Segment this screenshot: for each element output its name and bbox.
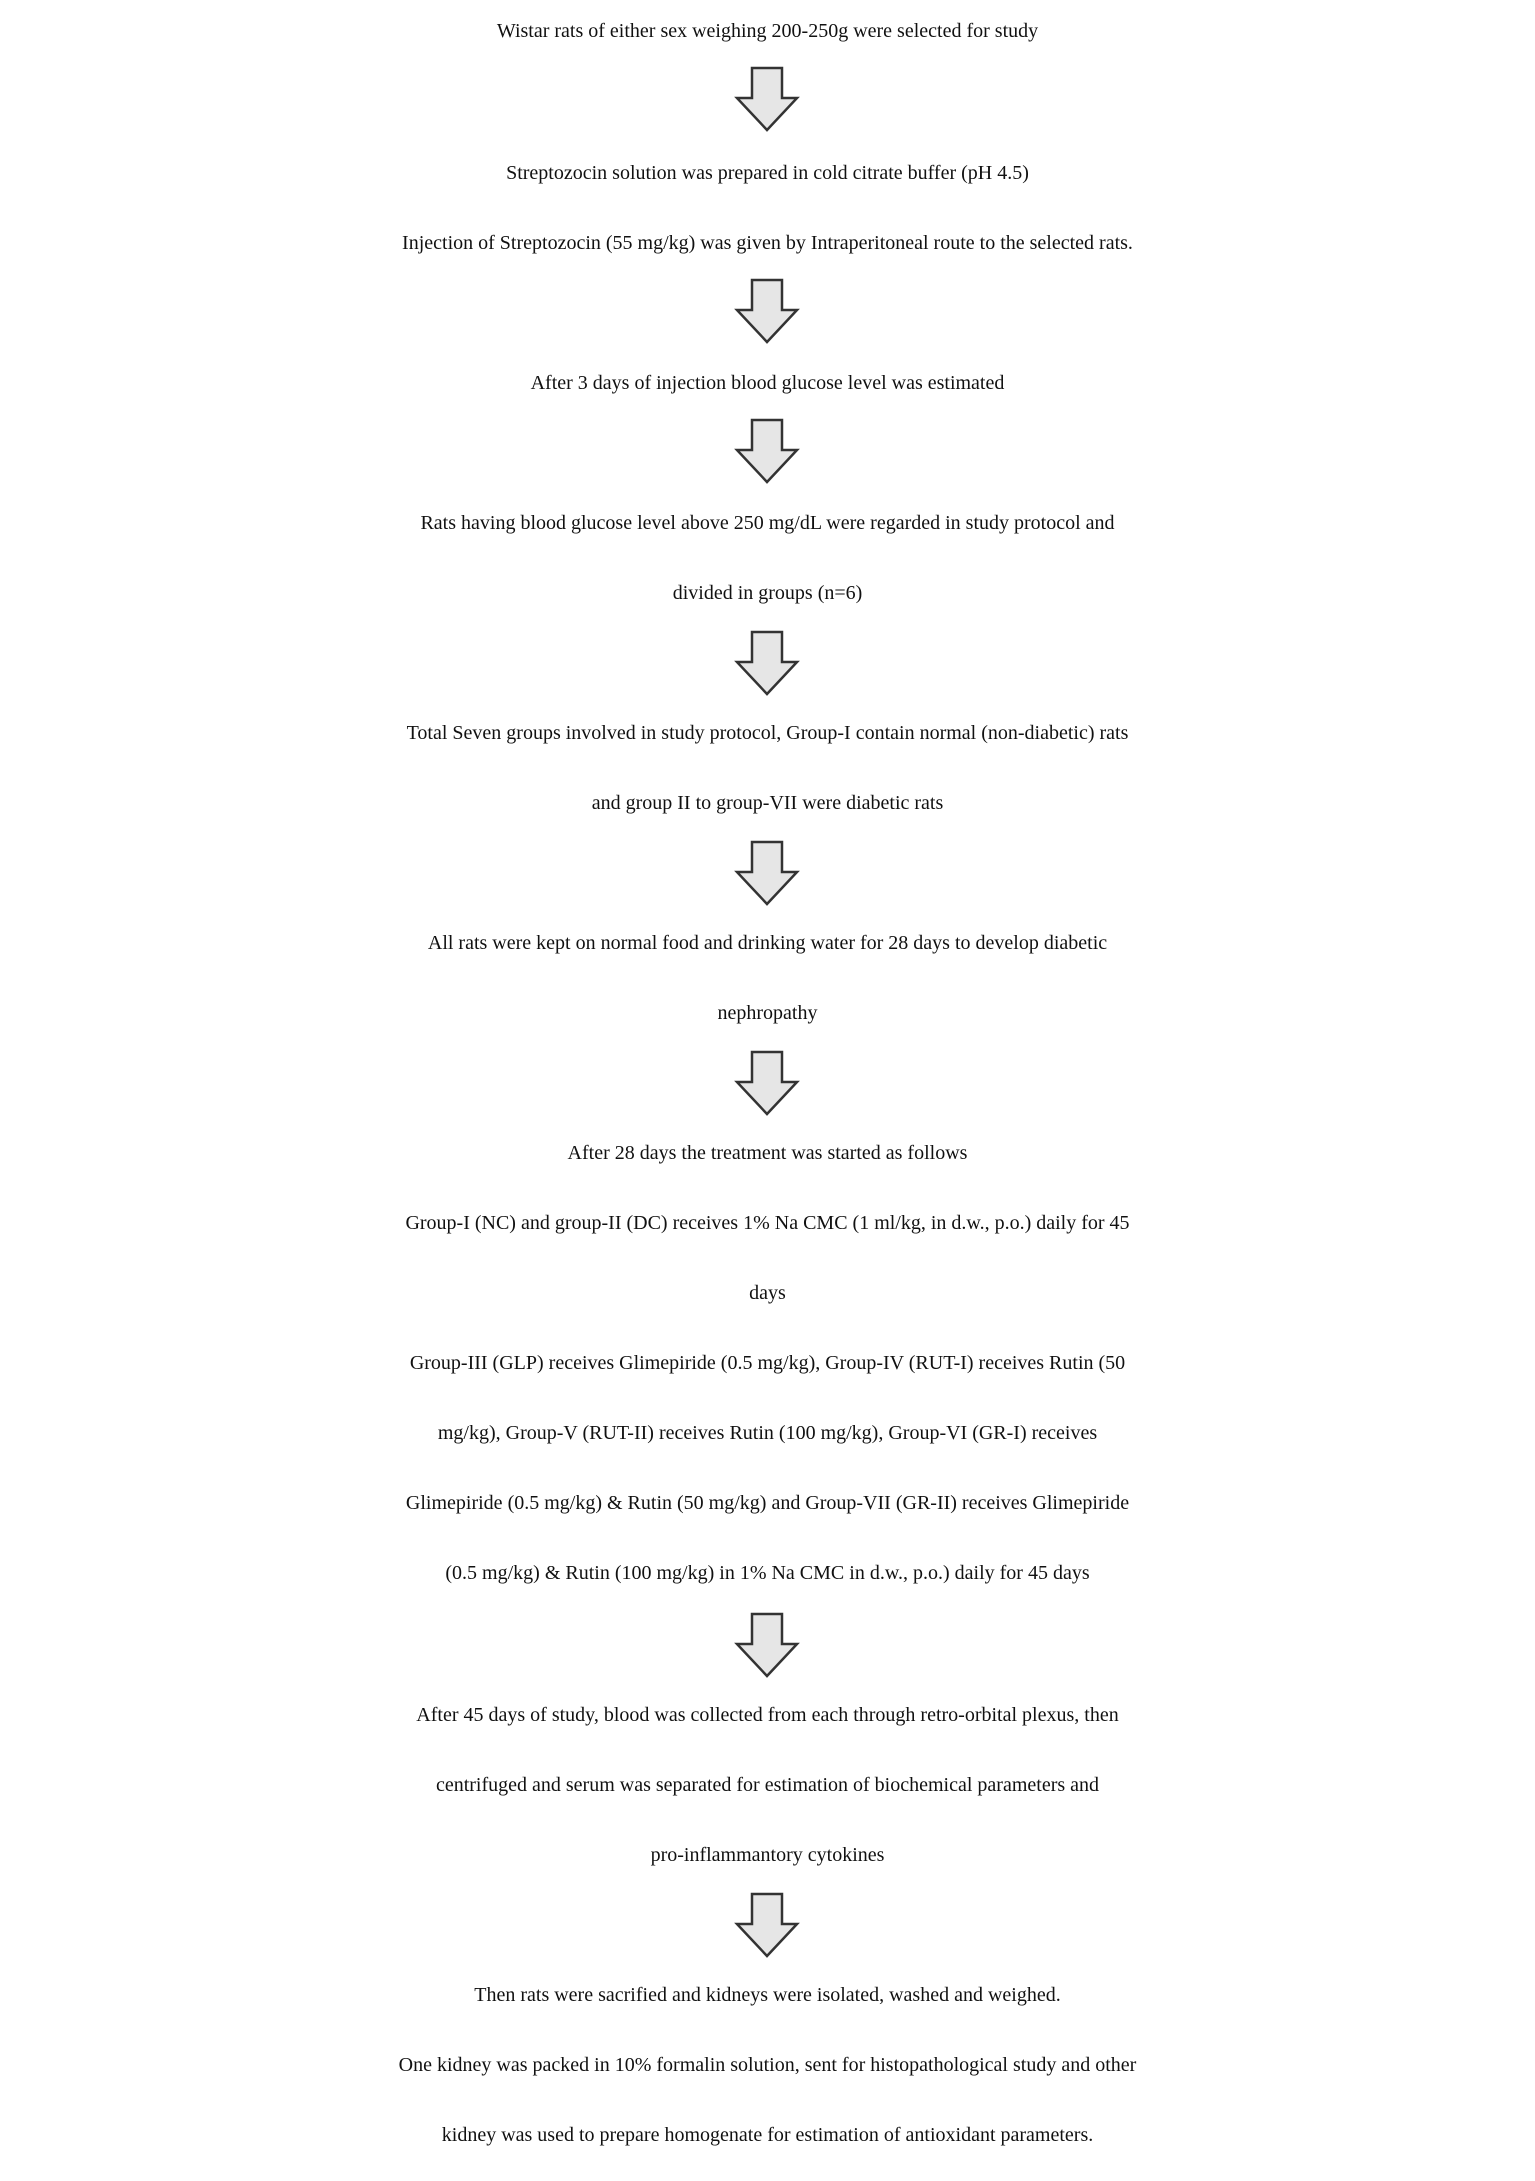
step-sacrifice-line-2: One kidney was packed in 10% formalin solution, sent for histopathological study and other: [398, 2054, 1137, 2076]
step-grouping-line-2: divided in groups (n=6): [672, 582, 863, 604]
down-arrow-icon: [733, 840, 801, 908]
down-arrow-icon: [733, 1892, 801, 1960]
step-development-line-2: nephropathy: [717, 1002, 818, 1024]
step-treatment-line-7: (0.5 mg/kg) & Rutin (100 mg/kg) in 1% Na CMC in d.w., p.o.) daily for 45 days: [445, 1562, 1090, 1584]
down-arrow-icon: [733, 418, 801, 486]
down-arrow-icon: [733, 1050, 801, 1118]
step-groups-line-2: and group II to group-VII were diabetic rats: [591, 792, 944, 814]
step-induction-line-2: Injection of Streptozocin (55 mg/kg) was given by Intraperitoneal route to the selected rats.: [402, 232, 1133, 254]
step-treatment-line-3: days: [749, 1282, 786, 1304]
step-sacrifice-line-1: Then rats were sacrified and kidneys were isolated, washed and weighed.: [474, 1984, 1061, 2006]
step-sacrifice-line-3: kidney was used to prepare homogenate for estimation of antioxidant parameters.: [441, 2124, 1094, 2146]
down-arrow-icon: [733, 630, 801, 698]
step-blood-collection-line-2: centrifuged and serum was separated for estimation of biochemical parameters and: [435, 1774, 1100, 1796]
step-induction-line-1: Streptozocin solution was prepared in cold citrate buffer (pH 4.5): [506, 162, 1029, 184]
step-treatment-line-5: mg/kg), Group-V (RUT-II) receives Rutin (100 mg/kg), Group-VI (GR-I) receives: [437, 1422, 1098, 1444]
down-arrow-icon: [733, 1612, 801, 1680]
step-blood-collection-line-1: After 45 days of study, blood was collected from each through retro-orbital plexus, then: [416, 1704, 1119, 1726]
step-blood-collection-line-3: pro-inflammantory cytokines: [650, 1844, 885, 1866]
step-treatment-line-1: After 28 days the treatment was started as follows: [567, 1142, 968, 1164]
step-selection-line-1: Wistar rats of either sex weighing 200-250g were selected for study: [496, 20, 1039, 42]
down-arrow-icon: [733, 66, 801, 134]
step-grouping-line-1: Rats having blood glucose level above 250 mg/dL were regarded in study protocol and: [420, 512, 1115, 534]
step-groups-line-1: Total Seven groups involved in study protocol, Group-I contain normal (non-diabetic) rats: [406, 722, 1129, 744]
step-treatment-line-2: Group-I (NC) and group-II (DC) receives 1% Na CMC (1 ml/kg, in d.w., p.o.) daily for 45: [405, 1212, 1130, 1234]
step-glucose-check-line-1: After 3 days of injection blood glucose level was estimated: [530, 372, 1005, 394]
step-treatment-line-4: Group-III (GLP) receives Glimepiride (0.5 mg/kg), Group-IV (RUT-I) receives Rutin (50: [409, 1352, 1126, 1374]
step-development-line-1: All rats were kept on normal food and drinking water for 28 days to develop diabetic: [427, 932, 1108, 954]
down-arrow-icon: [733, 278, 801, 346]
step-treatment-line-6: Glimepiride (0.5 mg/kg) & Rutin (50 mg/kg) and Group-VII (GR-II) receives Glimepiride: [405, 1492, 1130, 1514]
